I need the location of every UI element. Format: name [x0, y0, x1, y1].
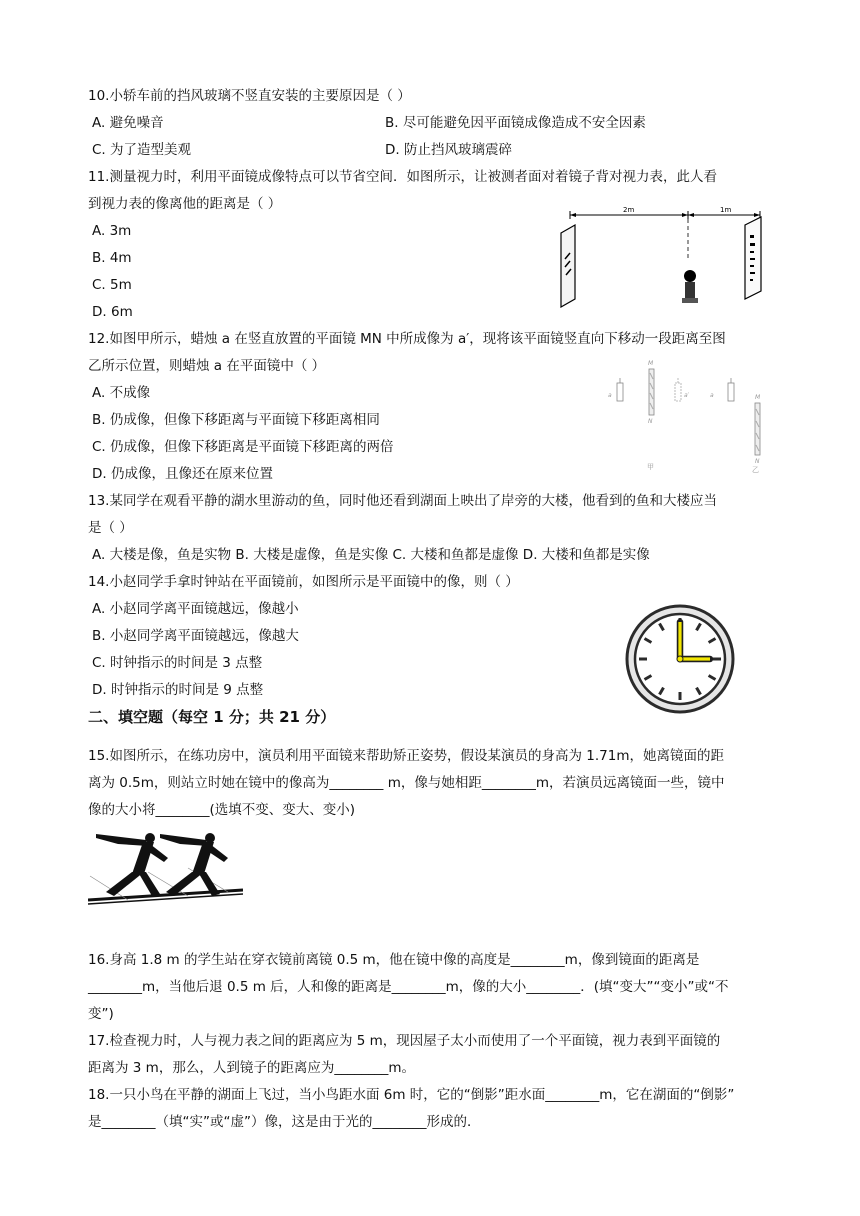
candle-a-label-2: a: [710, 392, 714, 399]
q10-option-b: B. 尽可能避免因平面镜成像造成不安全因素: [385, 115, 646, 131]
q10-stem: 10.小轿车前的挡风玻璃不竖直安装的主要原因是（ ）: [88, 88, 411, 104]
eye-chart-mirror-figure: [555, 203, 780, 308]
figure-yi-label: 乙: [752, 466, 759, 474]
mirror-m-label-1: M: [648, 360, 654, 367]
q12-option-a: A. 不成像: [92, 385, 151, 401]
q12-stem-line2: 乙所示位置，则蜡烛 a 在平面镜中（ ）: [88, 358, 326, 374]
q11-stem-line1: 11.测量视力时，利用平面镜成像特点可以节省空间．如图所示，让被测者面对着镜子背对视力表，此人看: [88, 169, 717, 185]
q14-option-c: C. 时钟指示的时间是 3 点整: [92, 655, 263, 671]
distance-label-2m: 2m: [623, 206, 635, 214]
q10-option-c: C. 为了造型美观: [92, 142, 192, 158]
q12-option-c: C. 仍成像，但像下移距离是平面镜下移距离的两倍: [92, 439, 394, 455]
image-a-prime-label: a′: [684, 392, 690, 399]
q14-option-d: D. 时钟指示的时间是 9 点整: [92, 682, 264, 698]
q17-line1: 17.检查视力时，人与视力表之间的距离应为 5 m，现因屋子太小而使用了一个平面镜，视力表到平面镜的: [88, 1033, 721, 1049]
q11-option-d: D. 6m: [92, 304, 133, 320]
dancer-mirror-figure: [88, 828, 243, 908]
q18-line1: 18.一只小鸟在平静的湖面上飞过，当小鸟距水面 6m 时，它的“倒影”距水面________m，它在湖面的“倒影”: [88, 1087, 735, 1103]
q10-option-a: A. 避免噪音: [92, 115, 164, 131]
q13-stem-line1: 13.某同学在观看平静的湖水里游动的鱼，同时他还看到湖面上映出了岸旁的大楼，他看到的鱼和大楼应当: [88, 493, 717, 509]
q16-line2: ________m，当他后退 0.5 m 后，人和像的距离是________m，像的大小________．(填“变大”“变小”或“不: [88, 979, 729, 995]
q16-line3: 变”): [88, 1006, 114, 1022]
q16-line1: 16.身高 1.8 m 的学生站在穿衣镜前离镜 0.5 m，他在镜中像的高度是________m，像到镜面的距离是: [88, 952, 700, 968]
mirror-m-label-2: M: [755, 394, 761, 401]
q14-option-a: A. 小赵同学离平面镜越远，像越小: [92, 601, 299, 617]
mirror-n-label-1: N: [648, 418, 653, 425]
q10-option-d: D. 防止挡风玻璃震碎: [385, 142, 512, 158]
q12-stem-line1: 12.如图甲所示，蜡烛 a 在竖直放置的平面镜 MN 中所成像为 a′，现将该平面镜竖直向下移动一段距离至图: [88, 331, 726, 347]
q15-line2: 离为 0.5m，则站立时她在镜中的像高为________ m，像与她相距________m，若演员远离镜面一些，镜中: [88, 775, 725, 791]
q11-option-a: A. 3m: [92, 223, 132, 239]
q13-options: A. 大楼是像，鱼是实物 B. 大楼是虚像，鱼是实像 C. 大楼和鱼都是虚像 D. 大楼和鱼都是实像: [92, 547, 650, 563]
q11-stem-line2: 到视力表的像离他的距离是（ ）: [88, 196, 282, 212]
section-heading-fill-in: 二、填空题（每空 1 分；共 21 分）: [88, 708, 336, 726]
mirror-clock-figure: [620, 604, 742, 716]
q11-option-b: B. 4m: [92, 250, 132, 266]
mirror-n-label-2: N: [755, 458, 760, 465]
q12-option-b: B. 仍成像，但像下移距离与平面镜下移距离相同: [92, 412, 380, 428]
figure-jia-label: 甲: [647, 463, 654, 471]
q18-line2: 是________（填“实”或“虚”）像，这是由于光的________形成的．: [88, 1114, 481, 1130]
q15-line1: 15.如图所示，在练功房中，演员利用平面镜来帮助矫正姿势，假设某演员的身高为 1.71m，她离镜面的距: [88, 748, 724, 764]
distance-label-1m: 1m: [720, 206, 732, 214]
q17-line2: 距离为 3 m，那么，人到镜子的距离应为________m。: [88, 1060, 415, 1076]
candle-a-label: a: [608, 392, 612, 399]
q14-option-b: B. 小赵同学离平面镜越远，像越大: [92, 628, 299, 644]
q15-line3: 像的大小将________(选填不变、变大、变小): [88, 802, 356, 818]
q13-stem-line2: 是（ ）: [88, 520, 133, 536]
q12-option-d: D. 仍成像，且像还在原来位置: [92, 466, 273, 482]
q11-option-c: C. 5m: [92, 277, 132, 293]
candle-mirror-figure: [600, 355, 780, 475]
q14-stem: 14.小赵同学手拿时钟站在平面镜前，如图所示是平面镜中的像，则（ ）: [88, 574, 519, 590]
